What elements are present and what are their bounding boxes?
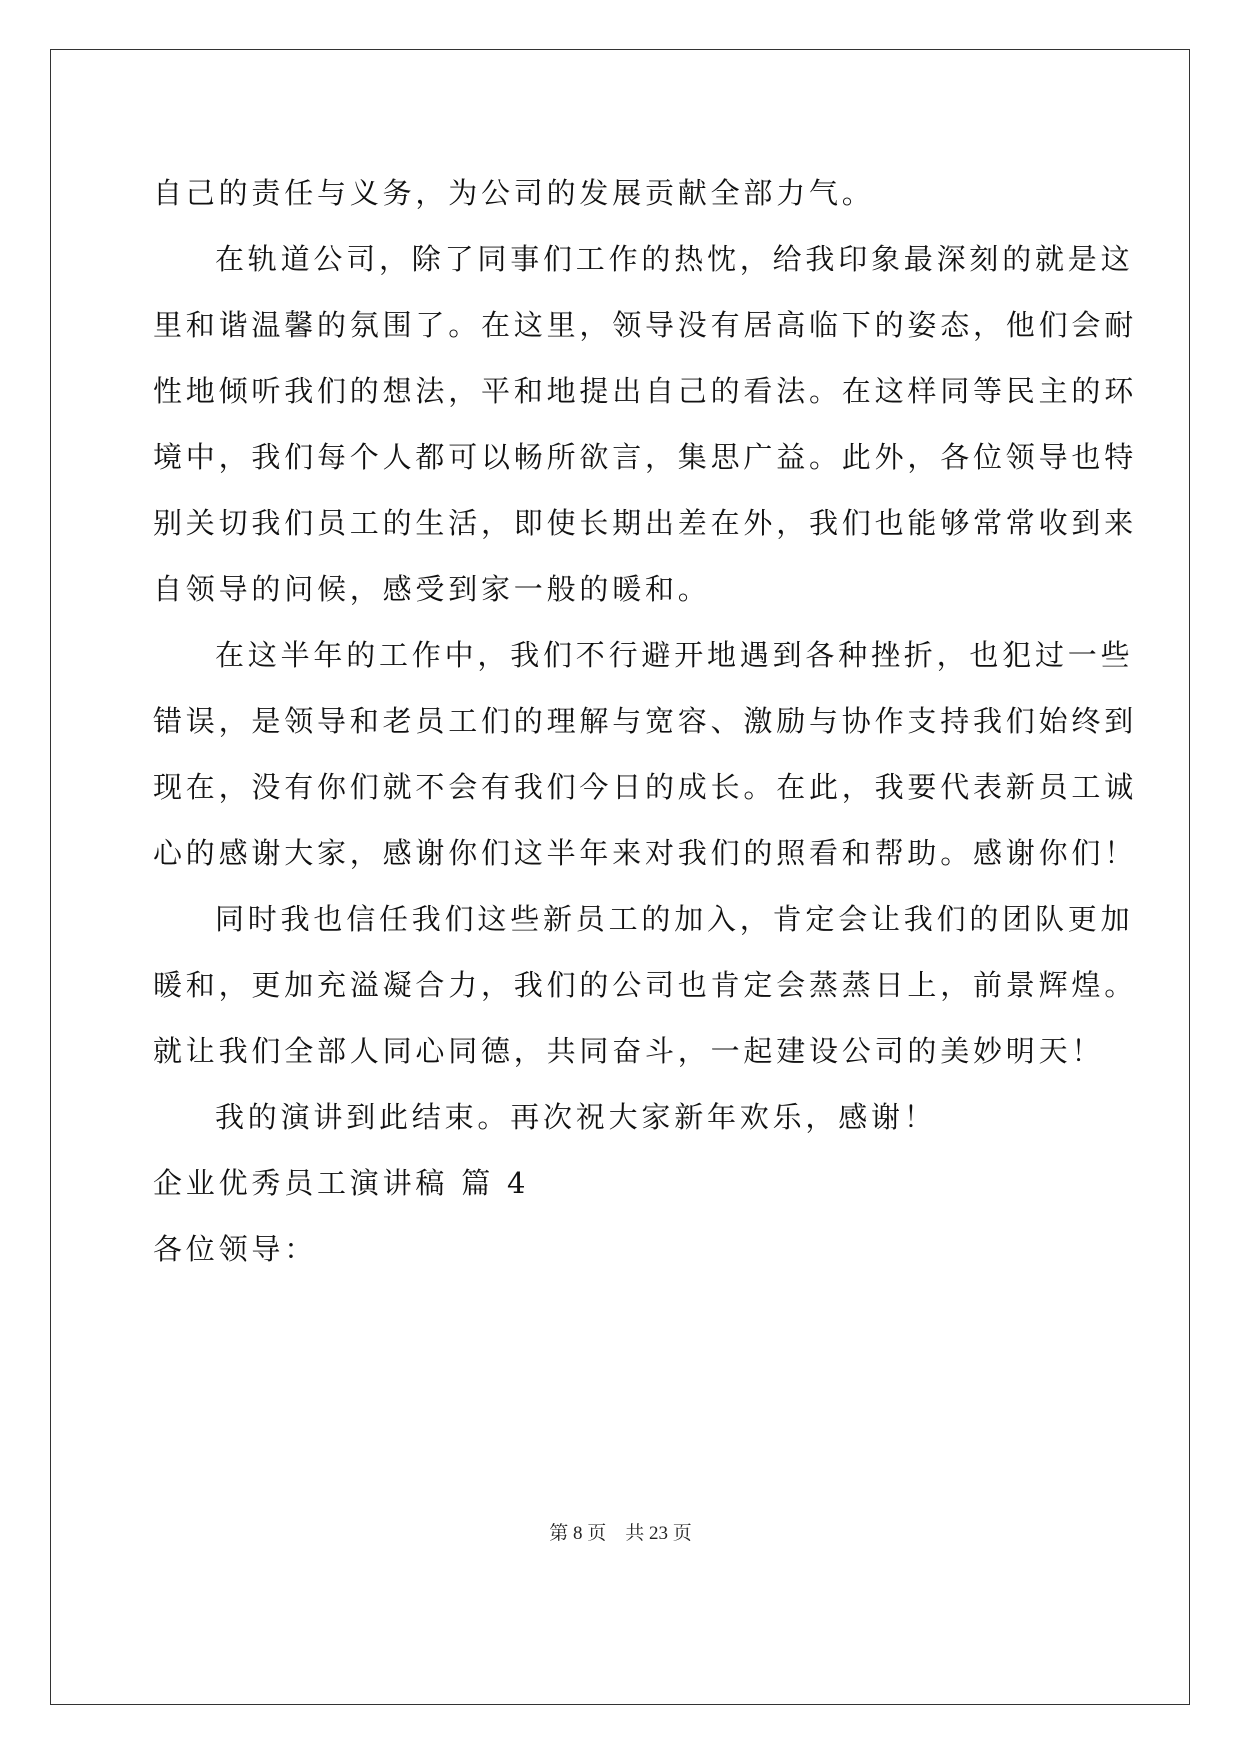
text-line: 在轨道公司，除了同事们工作的热忱，给我印象最深刻的就是这 — [215, 242, 1134, 276]
salutation: 各位领导： — [153, 1232, 318, 1266]
text-line: 自领导的问候，感受到家一般的暖和。 — [153, 572, 711, 606]
page-number: 第 8 页 共 23 页 — [549, 1523, 692, 1544]
text-line: 别关切我们员工的生活，即使长期出差在外，我们也能够常常收到来 — [153, 506, 1138, 540]
text-line: 心的感谢大家，感谢你们这半年来对我们的照看和帮助。感谢你们！ — [153, 836, 1138, 870]
text-line: 里和谐温馨的氛围了。在这里，领导没有居高临下的姿态，他们会耐 — [153, 308, 1138, 342]
text-line: 在这半年的工作中，我们不行避开地遇到各种挫折，也犯过一些 — [215, 638, 1134, 672]
text-line: 我的演讲到此结束。再次祝大家新年欢乐，感谢！ — [215, 1100, 937, 1134]
section-heading: 企业优秀员工演讲稿 篇 4 — [153, 1166, 530, 1200]
text-line: 就让我们全部人同心同德，共同奋斗，一起建设公司的美妙明天！ — [153, 1034, 1105, 1068]
text-line: 暖和，更加充溢凝合力，我们的公司也肯定会蒸蒸日上，前景辉煌。 — [153, 968, 1138, 1002]
text-line: 自己的责任与义务，为公司的发展贡献全部力气。 — [153, 176, 875, 210]
text-line: 境中，我们每个人都可以畅所欲言，集思广益。此外，各位领导也特 — [153, 440, 1138, 474]
text-line: 现在，没有你们就不会有我们今日的成长。在此，我要代表新员工诚 — [153, 770, 1138, 804]
text-line: 错误，是领导和老员工们的理解与宽容、激励与协作支持我们始终到 — [153, 704, 1138, 738]
text-line: 同时我也信任我们这些新员工的加入，肯定会让我们的团队更加 — [215, 902, 1134, 936]
text-line: 性地倾听我们的想法，平和地提出自己的看法。在这样同等民主的环 — [153, 374, 1138, 408]
document-body — [153, 160, 1138, 1282]
